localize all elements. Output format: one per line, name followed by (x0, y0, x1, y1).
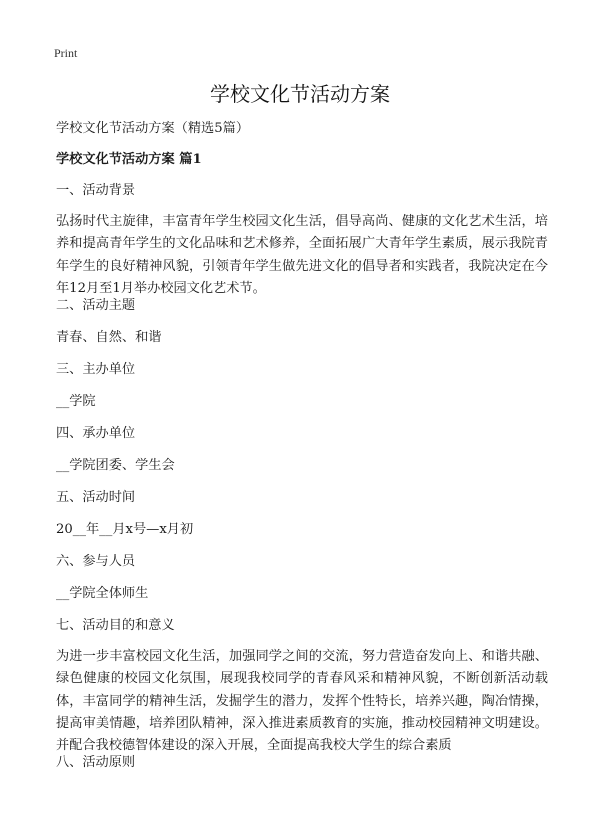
paragraph-background: 弘扬时代主旋律，丰富青年学生校园文化生活，倡导高尚、健康的文化艺术生活，培养和提高青年学生的文化品味和艺术修养，全面拓展广大青年学生素质，展示我院青年学生的良好精神风貌，引领青年学生做先进文化的倡导者和实践者，我院决定在今年12月至1月举办校园文化艺术节。 (56, 214, 548, 296)
section-heading: 学校文化节活动方案 篇1 (56, 152, 202, 167)
heading-principles: 八、活动原则 (56, 755, 136, 770)
text-time: 20__年__月x号—x月初 (56, 522, 194, 537)
text-theme: 青春、自然、和谐 (56, 330, 162, 345)
heading-co-organizer: 四、承办单位 (56, 426, 136, 441)
text-participants: __学院全体师生 (56, 586, 149, 601)
text-organizer: __学院 (56, 394, 96, 409)
paragraph-purpose: 为进一步丰富校园文化生活，加强同学之间的交流，努力营造奋发向上、和谐共融、绿色健康的校园文化氛围，展现我校同学的青春风采和精神风貌，不断创新活动载体，丰富同学的精神生活，发掘学生的潜力，发挥个性特长，培养兴趣，陶冶情操，提高审美情趣，培养团队精神，深入推进素质教育的实施，推动校园精神文明建设。并配合我校德智体建设的深入开展，全面提高我校大学生的综合素质 (56, 649, 548, 754)
heading-theme: 二、活动主题 (56, 298, 136, 313)
heading-purpose: 七、活动目的和意义 (56, 618, 175, 633)
document-subtitle: 学校文化节活动方案（精选5篇） (56, 121, 250, 136)
text-co-organizer: __学院团委、学生会 (56, 458, 175, 473)
heading-background: 一、活动背景 (56, 183, 136, 198)
heading-time: 五、活动时间 (56, 490, 136, 505)
heading-participants: 六、参与人员 (56, 554, 136, 569)
print-label: Print (54, 46, 78, 60)
heading-organizer: 三、主办单位 (56, 362, 136, 377)
document-title: 学校文化节活动方案 (210, 82, 390, 106)
